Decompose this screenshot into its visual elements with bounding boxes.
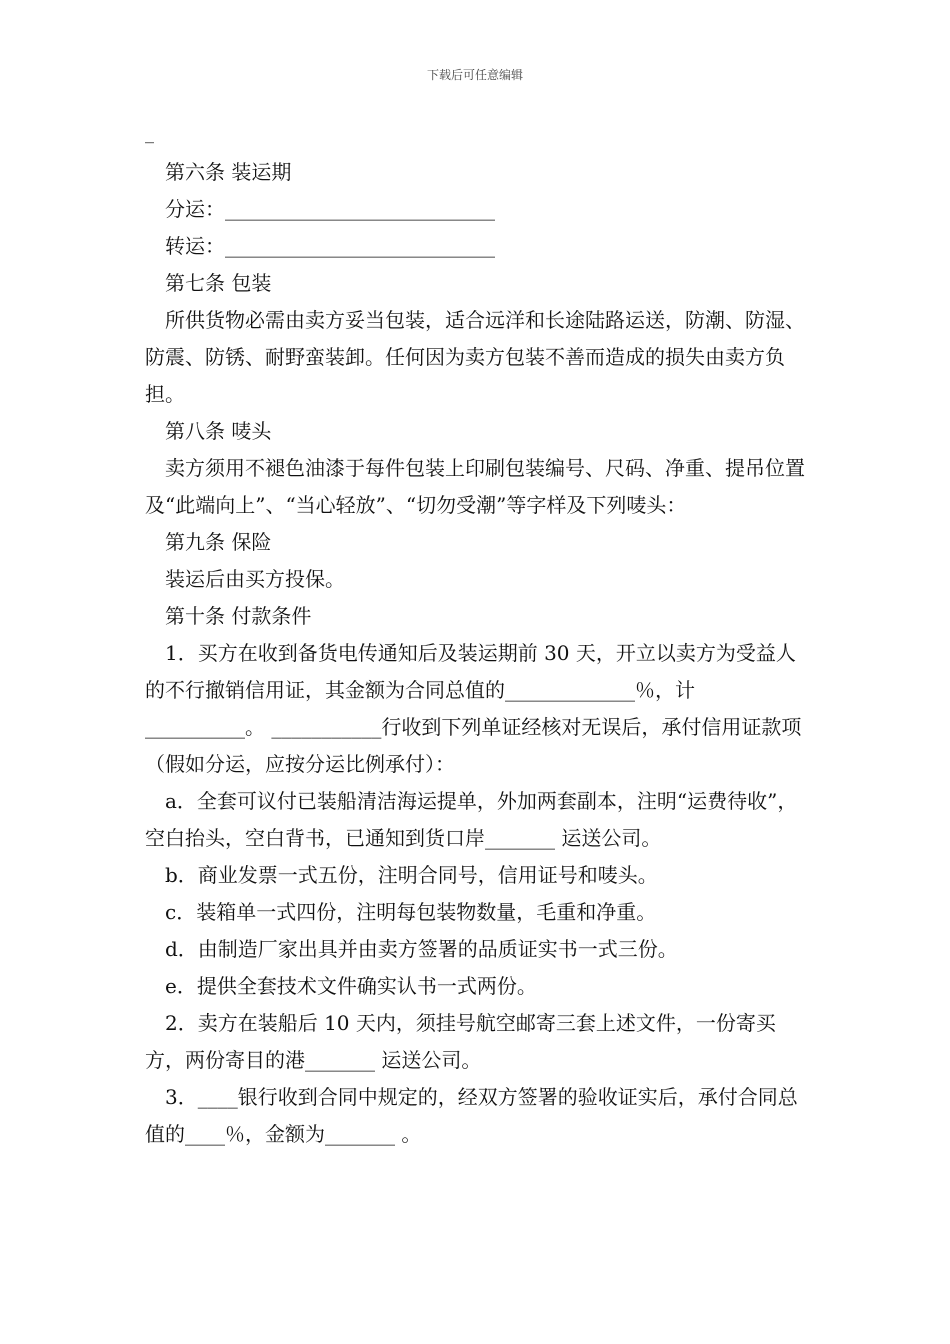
document-body — [145, 154, 810, 1153]
article-9-heading: 第九条 保险 — [165, 530, 272, 554]
top-underscore-mark: _ — [145, 123, 154, 144]
article-6-heading: 第六条 装运期 — [165, 160, 292, 184]
article-7-heading: 第七条 包装 — [165, 271, 272, 295]
packing-paragraph: 所供货物必需由卖方妥当包装，适合远洋和长途陆路运送，防潮、防湿、防震、防锈、耐野蛮装卸。任何因为卖方包装不善而造成的损失由卖方负担。 — [145, 308, 805, 406]
insurance-paragraph: 装运后由买方投保。 — [165, 567, 345, 591]
article-8-heading: 第八条 唛头 — [165, 419, 272, 443]
payment-item-e: e．提供全套技术文件确实认书一式两份。 — [165, 974, 537, 998]
payment-item-b: b．商业发票一式五份，注明合同号，信用证号和唛头。 — [165, 863, 658, 887]
payment-clause-2: 2．卖方在装船后 10 天内，须挂号航空邮寄三套上述文件，一份寄买方，两份寄目的港_______ 运送公司。 — [145, 1011, 776, 1072]
payment-clause-1: 1．买方在收到备货电传通知后及装运期前 30 天，开立以卖方为受益人的不行撤销信用证，其金额为合同总值的_____________％，计__________。 ___________行收到下列单证经核对无误后，承付信用证款项（假如分运，应按分运比例承付）： — [145, 641, 802, 776]
marks-paragraph: 卖方须用不褪色油漆于每件包装上印刷包装编号、尺码、净重、提吊位置及“此端向上”、“当心轻放”、“切勿受潮”等字样及下列唛头： — [145, 456, 805, 517]
article-10-heading: 第十条 付款条件 — [165, 604, 312, 628]
payment-item-d: d．由制造厂家出具并由卖方签署的品质证实书一式三份。 — [165, 937, 678, 961]
payment-clause-3: 3．____银行收到合同中规定的，经双方签署的验收证实后，承付合同总值的____％，金额为_______ 。 — [145, 1085, 798, 1146]
transshipment-line: 转运：___________________________ — [165, 234, 495, 258]
page-header: 下载后可任意编辑 — [426, 68, 523, 82]
payment-item-c: c．装箱单一式四份，注明每包装物数量，毛重和净重。 — [165, 900, 657, 924]
partial-shipment-line: 分运：___________________________ — [165, 197, 495, 221]
payment-item-a: a．全套可议付已装船清洁海运提单，外加两套副本，注明“运费待收”，空白抬头，空白背书，已通知到货口岸_______ 运送公司。 — [145, 789, 798, 850]
